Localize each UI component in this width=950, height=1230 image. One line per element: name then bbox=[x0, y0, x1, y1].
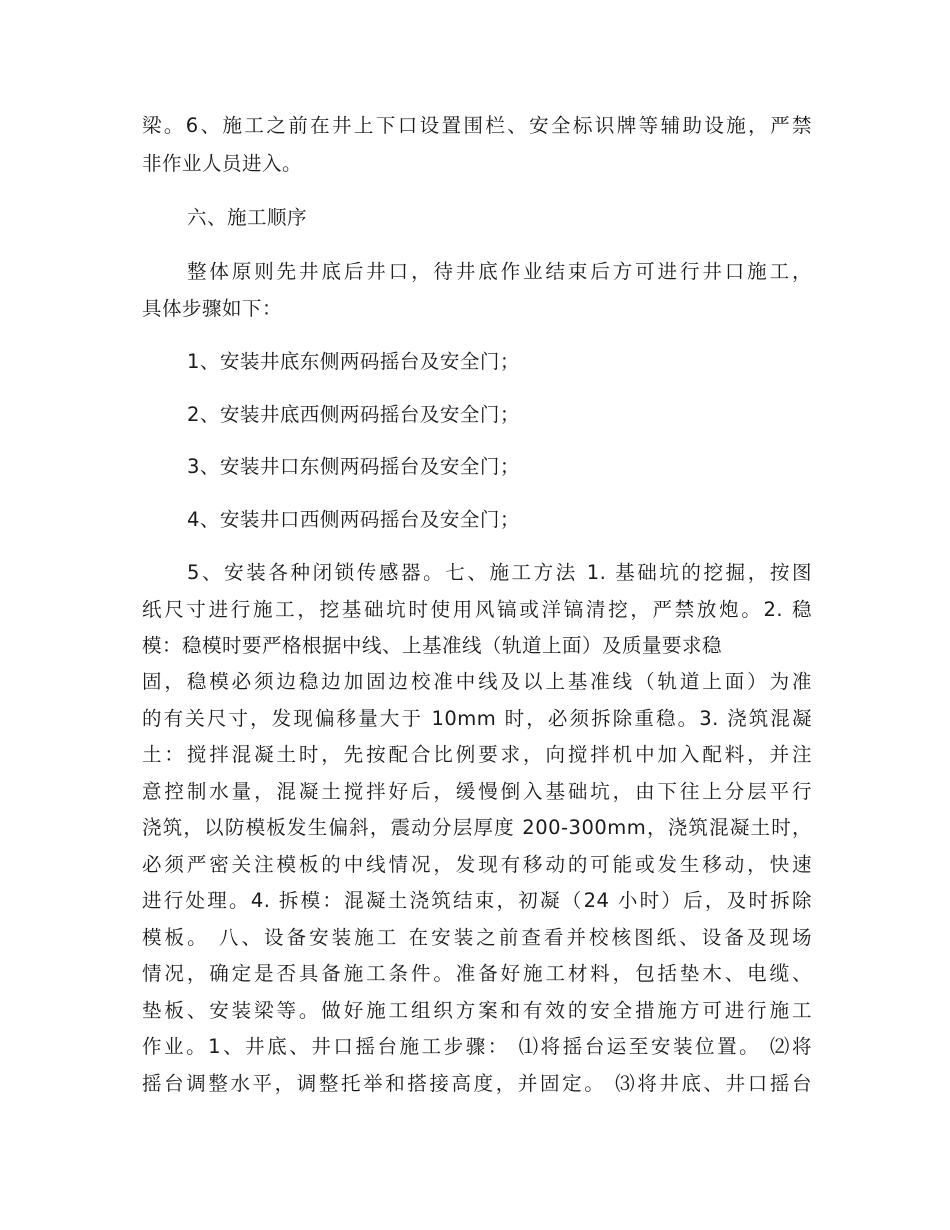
paragraph-line: 土：搅拌混凝土时，先按配合比例要求，向搅拌机中加入配料，并注 bbox=[142, 743, 812, 766]
paragraph-line: 模板。 八、设备安装施工 在安装之前查看并校核图纸、设备及现场 bbox=[142, 926, 812, 949]
section-heading: 六、施工顺序 bbox=[187, 206, 308, 229]
paragraph-line: 整体原则先井底后井口，待井底作业结束后方可进行井口施工， bbox=[187, 260, 812, 283]
paragraph-line: 必须严密关注模板的中线情况，发现有移动的可能或发生移动，快速 bbox=[142, 853, 812, 876]
list-item: 3、安装井口东侧两码摇台及安全门； bbox=[187, 455, 520, 478]
paragraph-line: 摇台调整水平，调整托举和搭接高度，并固定。 ⑶将井底、井口摇台 bbox=[142, 1072, 812, 1095]
paragraph-line: 情况，确定是否具备施工条件。准备好施工材料，包括垫木、电缆、 bbox=[142, 962, 812, 985]
paragraph-line: 具体步骤如下： bbox=[142, 297, 283, 320]
list-item: 1、安装井底东侧两码摇台及安全门； bbox=[187, 350, 520, 373]
paragraph-line: 纸尺寸进行施工，挖基础坑时使用风镐或洋镐清挖，严禁放炮。2. 稳 bbox=[142, 598, 812, 621]
paragraph-line: 的有关尺寸，发现偏移量大于 10mm 时，必须拆除重稳。3. 浇筑混凝 bbox=[142, 707, 812, 730]
paragraph-line: 浇筑，以防模板发生偏斜，震动分层厚度 200-300mm，浇筑混凝土时， bbox=[142, 816, 812, 839]
paragraph-line: 非作业人员进入。 bbox=[142, 152, 303, 175]
list-item: 4、安装井口西侧两码摇台及安全门； bbox=[187, 508, 520, 531]
paragraph-line: 进行处理。4. 拆模：混凝土浇筑结束，初凝（24 小时）后，及时拆除 bbox=[142, 889, 812, 912]
paragraph-line: 意控制水量，混凝土搅拌好后，缓慢倒入基础坑，由下往上分层平行 bbox=[142, 780, 812, 803]
paragraph-line: 梁。6、施工之前在井上下口设置围栏、安全标识牌等辅助设施，严禁 bbox=[142, 114, 812, 137]
paragraph-line: 5、安装各种闭锁传感器。七、施工方法 1. 基础坑的挖掘，按图 bbox=[187, 561, 812, 584]
list-item: 2、安装井底西侧两码摇台及安全门； bbox=[187, 403, 520, 426]
paragraph-line: 垫板、安装梁等。做好施工组织方案和有效的安全措施方可进行施工 bbox=[142, 999, 812, 1022]
paragraph-line: 固，稳模必须边稳边加固边校准中线及以上基准线（轨道上面）为准 bbox=[142, 670, 812, 693]
paragraph-line: 模：稳模时要严格根据中线、上基准线（轨道上面）及质量要求稳 bbox=[142, 634, 723, 657]
paragraph-line: 作业。1、井底、井口摇台施工步骤： ⑴将摇台运至安装位置。 ⑵将 bbox=[142, 1035, 812, 1058]
